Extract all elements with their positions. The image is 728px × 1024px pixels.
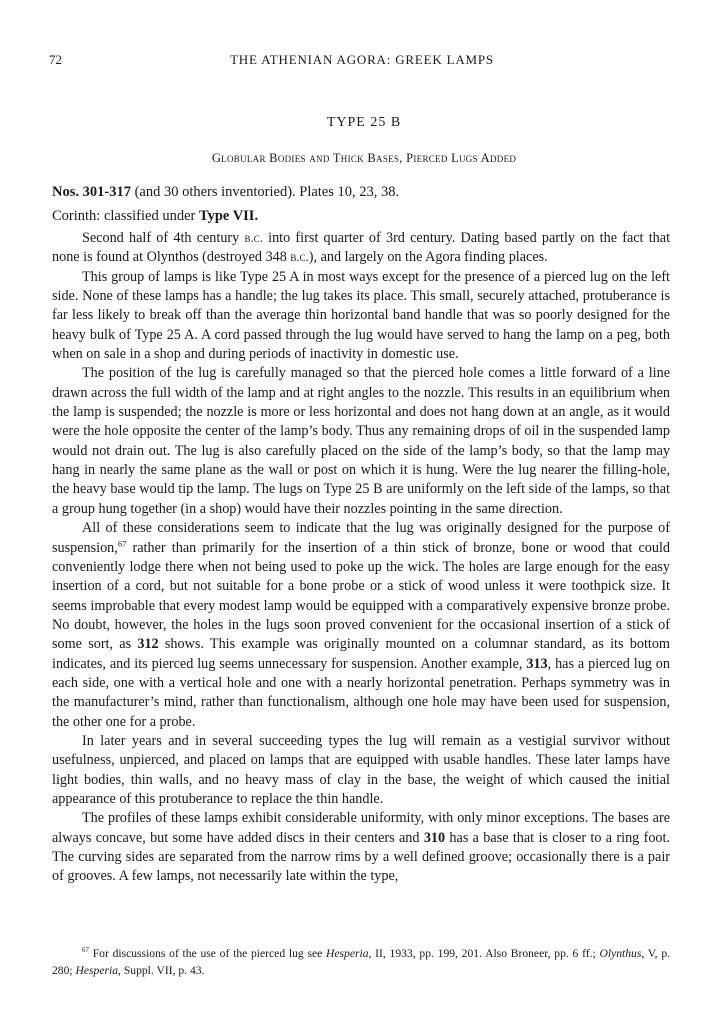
text-run: All of these considerations seem to indicate that the lug was originally designed for the purpose of suspension, <box>52 520 670 556</box>
paragraph-lug-description: This group of lamps is like Type 25 A in most ways except for the presence of a pierced lug on the left side. None of these lamps has a handle; the lug takes its place. This small, securely attached, protuberance is far less likely to break off than the average thin horizontal band handle that was so poorly designed for the heavy bulk of Type 25 A. A cord passed through the lug would have served to hang the lamp on a peg, both when on sale in a shop and during periods of inactivity in domestic use. <box>52 268 670 363</box>
text-run: shows. This example was originally mounted on a columnar standard, as its bottom indicates, and its pierced lug seems unnecessary for suspension. Another example, <box>52 636 670 672</box>
body-text <box>52 229 670 887</box>
text-run: , has a pierced lug on each side, one with a vertical hole and one with a nearly horizontal penetration. Perhaps symmetry was in the manufacturer’s mind, rather than functionalism, although one hole may have been used for suspension, the other one for a probe. <box>52 655 670 730</box>
journal-title: Olynthus <box>599 947 642 960</box>
footnote-ref: 67 <box>117 537 127 548</box>
corinth-label: Corinth: classified under <box>52 208 199 224</box>
catalog-plates: (and 30 others inventoried). Plates 10, 23, 38. <box>130 184 400 200</box>
text-run: rather than primarily for the insertion of a thin stick of bronze, bone or wood that could conveniently lodge there when not being used to poke up the wick. The holes are large enough for the easy insertion of a cord, but not suitable for a bone probe or a stick of wood unless it were toothpick size. It seems improbable that every modest lamp would be equipped with a comparatively expensive bronze probe. No doubt, however, the holes in the lugs soon proved convenient for the occasional insertion of a stick of some sort, as <box>52 539 670 653</box>
text-run: The profiles of these lamps exhibit considerable uniformity, with only minor exceptions. The bases are always concave, but some have added discs in their centers and <box>52 810 670 846</box>
catalog-ref: 313 <box>526 655 548 672</box>
paragraph-suspension <box>52 519 670 732</box>
catalog-ref: 310 <box>423 829 446 846</box>
text-run: , II, 1933, pp. 199, 201. Also Broneer, pp. 6 ff.; <box>368 947 600 960</box>
catalog-ref: 312 <box>137 636 159 653</box>
footnote-number: 67 <box>82 946 89 955</box>
text-run: , Suppl. VII, p. 43. <box>118 964 205 977</box>
era-abbrev: b.c. <box>244 231 263 245</box>
paragraph-dating <box>52 229 670 268</box>
running-title: THE ATHENIAN AGORA: GREEK LAMPS <box>230 52 494 67</box>
page-number: 72 <box>49 52 62 67</box>
footnote <box>52 945 670 979</box>
paragraph-profiles <box>52 809 670 886</box>
catalog-numbers: Nos. 301-317 <box>52 184 131 200</box>
text-run: For discussions of the use of the pierced lug see <box>88 947 327 960</box>
section-title: TYPE 25 B <box>326 115 402 130</box>
text-run: has a base that is closer to a ring foot. The curving sides are separated from the narrow rims by a well defined groove; occasionally there is a pair of grooves. A few lamps, not necessarily late within the type, <box>52 829 671 885</box>
text-run: , V, p. 280; <box>52 947 671 977</box>
journal-title: Hesperia <box>75 964 119 977</box>
paragraph-lug-position: The position of the lug is carefully managed so that the pierced hole comes a little forward of a line drawn across the full width of the lamp and at right angles to the nozzle. This results in an equilibrium when the lamp is suspended; the nozzle is more or less horizontal and does not hang down at an angle, as it would were the hole opposite the center of the lamp’s body. Thus any remaining drops of oil in the suspended lamp would not drain out. The lug is also carefully placed on the side of the lamp’s body, so that the lamp may hang in nearly the same plane as the wall or post on which it is hung. Were the lug nearer the filling-hole, the heavy base would tip the lamp. The lugs on Type 25 B are uniformly on the left side of the lamps, so that a group hung together (in a shop) would have their nozzles pointing in the same direction. <box>52 365 670 517</box>
page-header <box>49 52 675 70</box>
journal-title: Hesperia <box>326 947 369 960</box>
corinth-line <box>52 208 258 225</box>
text-run: ), and largely on the Agora finding places. <box>308 249 548 266</box>
catalog-numbers-line <box>52 184 399 201</box>
paragraph-later-years: In later years and in several succeeding types the lug will remain as a vestigial survivor without usefulness, unpierced, and placed on lamps that are equipped with usable handles. These later lamps have light bodies, thin walls, and no heavy mass of clay in the base, the weight of which caused the initial appearance of this protuberance to replace the thin handle. <box>52 732 670 807</box>
text-run: into first quarter of 3rd century. Dating based partly on the fact that none is found at Olynthos (destroyed 348 <box>52 230 671 266</box>
section-subtitle: Globular Bodies and Thick Bases, Pierced Lugs Added <box>211 151 517 165</box>
text-run: Second half of 4th century <box>82 230 245 246</box>
corinth-type: Type VII. <box>198 208 259 224</box>
era-abbrev: b.c. <box>290 250 309 265</box>
